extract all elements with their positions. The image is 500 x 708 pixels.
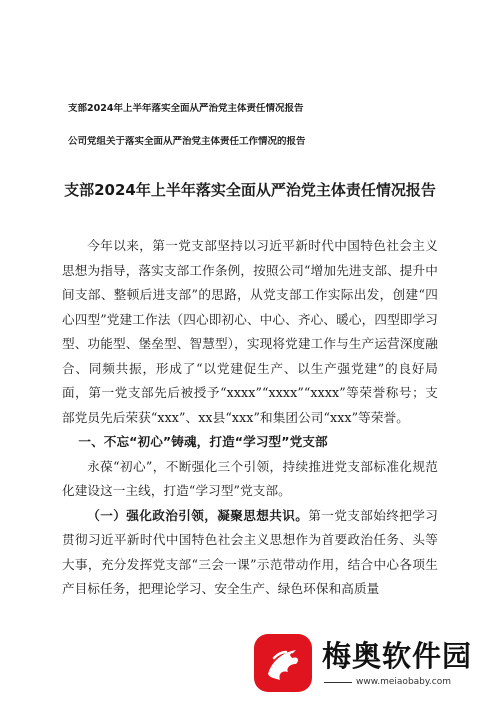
- paragraph-section1: 永葆“初心”，不断强化三个引领，持续推进党支部标准化规范化建设这一主线，打造“学习型”党支部。: [62, 458, 438, 498]
- watermark-url: www.meiaobaby.com: [356, 677, 452, 687]
- watermark-name: 梅奥软件园: [322, 639, 473, 673]
- subsection-heading-1: （一）强化政治引领，凝聚思想共识。: [87, 507, 309, 523]
- header-line-2: 公司党组关于落实全面从严治党主体责任工作情况的报告: [68, 136, 306, 147]
- watermark-divider: [324, 682, 352, 683]
- header-line-1: 支部2024年上半年落实全面从严治党主体责任情况报告: [68, 103, 304, 114]
- document-title: 支部2024年上半年落实全面从严治党主体责任情况报告: [64, 181, 436, 199]
- paragraph-intro: 今年以来，第一党支部坚持以习近平新时代中国特色社会主义思想为指导，落实支部工作条例，按照公司“增加先进支部、提升中间支部、整顿后进支部”的思路，从党支部工作实际出发，创建“四心四型”党建工作法（四心即初心、中心、齐心、暖心，四型即学习型、功能型、堡垒型、智慧型），实现将党建工作与生产运营深度融合、同频共振，形成了“以党建促生产、以生产强党建”的良好局面，第一党支部先后被授予“xxxx”“xxxx”“xxxx”等荣誉称号；支部党员先后荣获“xxx”、xx县“xxx”和集团公司“xxx”等荣誉。: [62, 238, 438, 425]
- watermark-logo: [250, 628, 500, 708]
- subsection-text-1: 第一党支部始终把学习贯彻习近平新时代中国特色社会主义思想作为首要政治任务、头等大事，充分发挥党支部“三会一课”示范带动作用，结合中心各项生产目标任务，把理论学习、安全生产、绿色环保和高质量: [62, 507, 438, 596]
- dragon-logo-icon: [254, 634, 312, 692]
- section-heading-1: 一、不忘“初心”铸魂，打造“学习型”党支部: [78, 434, 328, 449]
- document-body: [62, 234, 438, 602]
- paragraph-subsection1: [62, 504, 438, 602]
